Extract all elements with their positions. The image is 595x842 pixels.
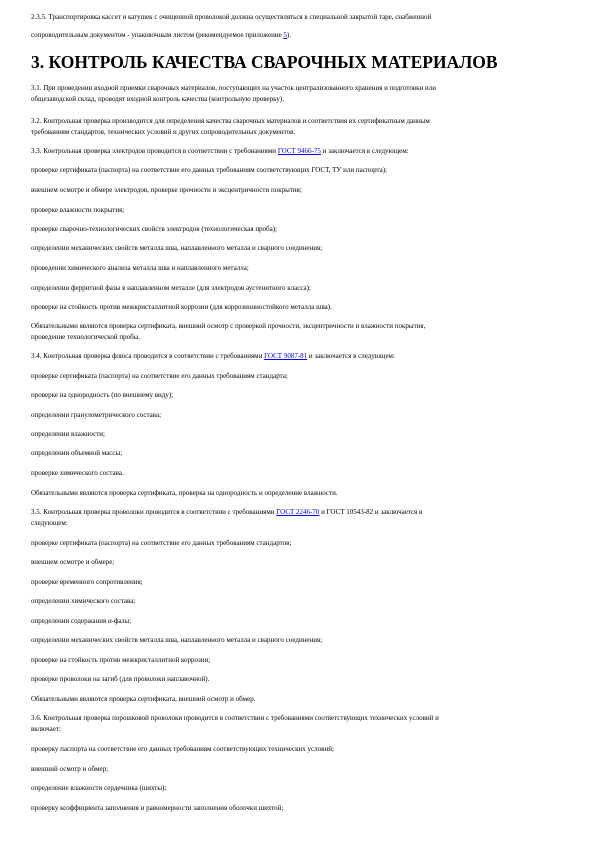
- list-item: определении влажности;: [31, 430, 105, 438]
- para-3-5b: Обязательными являются проверка сертификата, внешний осмотр и обмер.: [31, 695, 256, 703]
- para-3-3b-line-1: Обязательными являются проверка сертификата, внешний осмотр с проверкой прочности, эксцентричности и влажности покрытия,: [31, 322, 426, 330]
- section-heading: 3. КОНТРОЛЬ КАЧЕСТВА СВАРОЧНЫХ МАТЕРИАЛОВ: [31, 52, 498, 72]
- para-3-4: 3.4. Контрольная проверка флюса проводится в соответствии с требованиями ГОСТ 9087-81 и заключается в следующем:: [31, 352, 395, 360]
- para-3-3: 3.3. Контрольная проверка электродов проводится в соответствии с требованиями ГОСТ 9466-75 и заключается в следующем:: [31, 147, 409, 155]
- list-item: проверку коэффициента заполнения и равномерности заполнения оболочки шихтой;: [31, 804, 284, 812]
- para-3-5-line-2: следующем:: [31, 519, 68, 527]
- list-item: проверке на стойкость против межкристаллитной коррозии;: [31, 656, 211, 664]
- para-3-5-line-1: 3.5. Контрольная проверка проволоки проводится в соответствии с требованиями ГОСТ 2246-70 и ГОСТ 10543-82 и заключается в: [31, 508, 423, 516]
- list-item: проверке сертификата (паспорта) на соответствие его данных требованиям соответствующих ГОСТ, ТУ или паспорта);: [31, 166, 388, 174]
- list-item: определении механических свойств металла шва, наплавленного металла и сварного соединения;: [31, 636, 323, 644]
- list-item: проверке сертификата (паспорта) на соответствие его данных требованиям стандартов;: [31, 539, 292, 547]
- list-item: внешнем осмотре и обмере;: [31, 558, 115, 566]
- appendix-link[interactable]: 5: [283, 31, 287, 39]
- list-item: определении гранулометрического состава;: [31, 411, 162, 419]
- list-item: проверке сварочно-технологических свойств электродов (технологическая проба);: [31, 225, 278, 233]
- list-item: проверке химического состава.: [31, 469, 124, 477]
- para-3-6-line-1: 3.6. Контрольная проверка порошковой проволоки проводится в соответствии с требованиями соответствующих технических условий и: [31, 714, 439, 722]
- list-item: определении ферритной фазы в наплавленном металле (для электродов аустенитного класса);: [31, 284, 311, 292]
- para-3-1-line-1: 3.1. При проведении входной приемки сварочных материалов, поступающих на участок централизованного хранения и подготовки или: [31, 84, 437, 92]
- list-item: проверке проволоки на загиб (для проволоки наплавочной).: [31, 675, 210, 683]
- gost-2246-link[interactable]: ГОСТ 2246-70: [276, 508, 320, 516]
- para-3-6-line-2: включает:: [31, 725, 61, 733]
- list-item: проверке временного сопротивления;: [31, 578, 143, 586]
- para-3-3b-line-2: проведение технологической пробы.: [31, 333, 141, 341]
- list-item: проведении химического анализа металла шва и наплавленного металла;: [31, 264, 249, 272]
- list-item: определении химического состава;: [31, 597, 136, 605]
- list-item: определении содержания α-фазы;: [31, 617, 132, 625]
- para-3-2-line-1: 3.2. Контрольная проверка производится для определения качества сварочных материалов и соответствия их сертификатным данным: [31, 117, 430, 125]
- intro-line-1: 2.3.5. Транспортировка кассет и катушек с очищенной проволокой должна осуществляться в специальной закрытой таре, снабженной: [31, 13, 432, 21]
- list-item: проверке на однородность (по внешнему виду);: [31, 391, 174, 399]
- list-item: внешний осмотр и обмер;: [31, 765, 109, 773]
- list-item: проверке на стойкость против межкристаллитной коррозии (для коррозионностойкого металла шва).: [31, 303, 332, 311]
- list-item: проверку паспорта на соответствие его данных требованиям соответствующих технических условий;: [31, 745, 334, 753]
- list-item: внешнем осмотре и обмере электродов, проверке прочности и эксцентричности покрытия;: [31, 186, 302, 194]
- para-3-2-line-2: требованиям стандартов, технических условий и других сопроводительных документов.: [31, 128, 296, 136]
- intro-line-2: сопроводительным документом - упаковочным листом (рекомендуемое приложение 5).: [31, 31, 292, 39]
- list-item: проверке сертификата (паспорта) на соответствие его данных требованиям стандарта;: [31, 372, 288, 380]
- list-item: определении механических свойств металла шва, наплавленного металла и сварного соединения;: [31, 244, 323, 252]
- gost-9087-link[interactable]: ГОСТ 9087-81: [264, 352, 308, 360]
- list-item: определение влажности сердечника (шихты);: [31, 784, 167, 792]
- para-3-4b: Обязательными являются проверка сертификата, проверка на однородность и определение влажности.: [31, 489, 338, 497]
- list-item: проверке влажности покрытия;: [31, 206, 125, 214]
- list-item: определении объемной массы;: [31, 449, 123, 457]
- gost-9466-link[interactable]: ГОСТ 9466-75: [277, 147, 321, 155]
- para-3-1-line-2: общезаводской склад, проводят входной контроль качества (контрольную проверку).: [31, 95, 285, 103]
